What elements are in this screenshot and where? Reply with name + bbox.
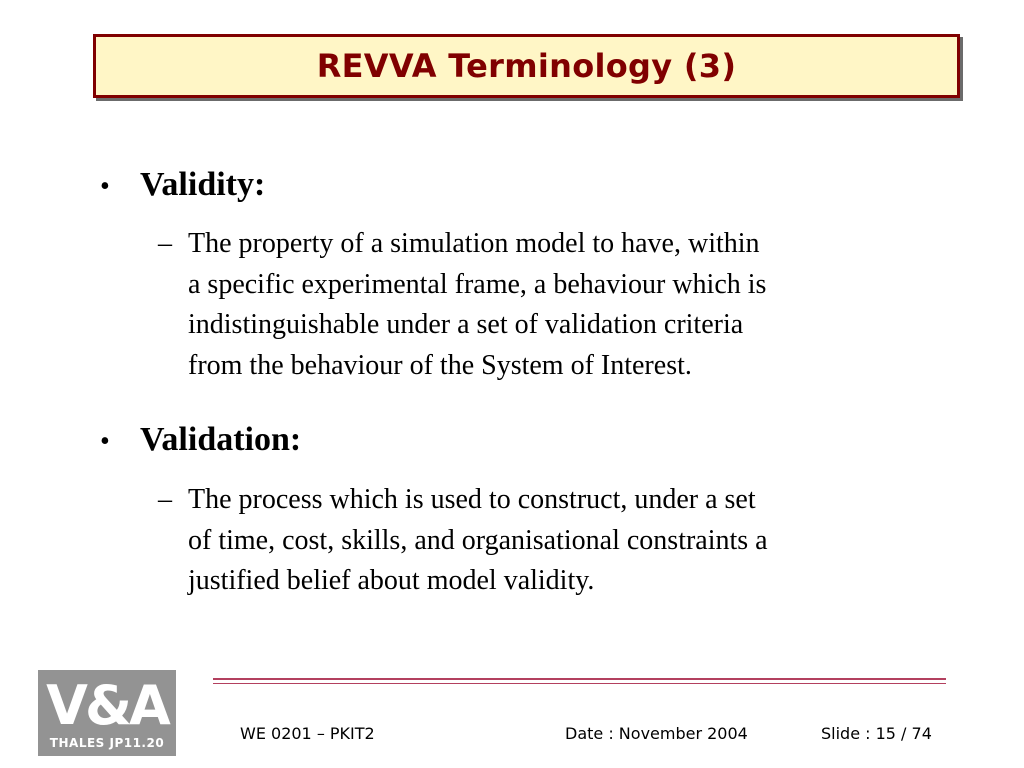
bullet-validity [100,165,265,207]
definition-line: of time, cost, skills, and organisational constraints a [188,524,768,556]
va-thales-logo [38,670,176,756]
footer-rule [213,678,946,687]
definition-line: The process which is used to construct, under a set [188,484,756,515]
slide-title: REVVA Terminology (3) [316,47,737,85]
footer-date: Date : November 2004 [565,724,748,743]
slide-title-box [93,34,960,98]
definition-line: justified belief about model validity. [188,565,595,596]
bullet-marker: • [100,171,110,202]
footer-rule-line [213,683,946,685]
sub-item-validation-definition [158,480,898,602]
sub-item-validity-definition [158,224,898,386]
footer-code: WE 0201 – PKIT2 [240,724,375,743]
dash-marker: – [158,228,172,259]
definition-line: The property of a simulation model to have, within [188,228,760,259]
logo-caption: THALES JP11.20 [49,736,165,750]
definition-line: indistinguishable under a set of validation criteria [188,309,744,340]
footer-rule-line [213,678,946,680]
definition-line: a specific experimental frame, a behaviour which is [188,268,767,300]
footer-slide-number: Slide : 15 / 74 [821,724,932,743]
bullet-heading: Validation: [140,421,302,458]
bullet-marker: • [100,426,110,457]
dash-marker: – [158,484,172,515]
definition-line: from the behaviour of the System of Interest. [188,349,692,381]
logo-mark: V&A [46,674,168,737]
bullet-heading: Validity: [140,166,266,203]
bullet-validation [100,420,301,462]
